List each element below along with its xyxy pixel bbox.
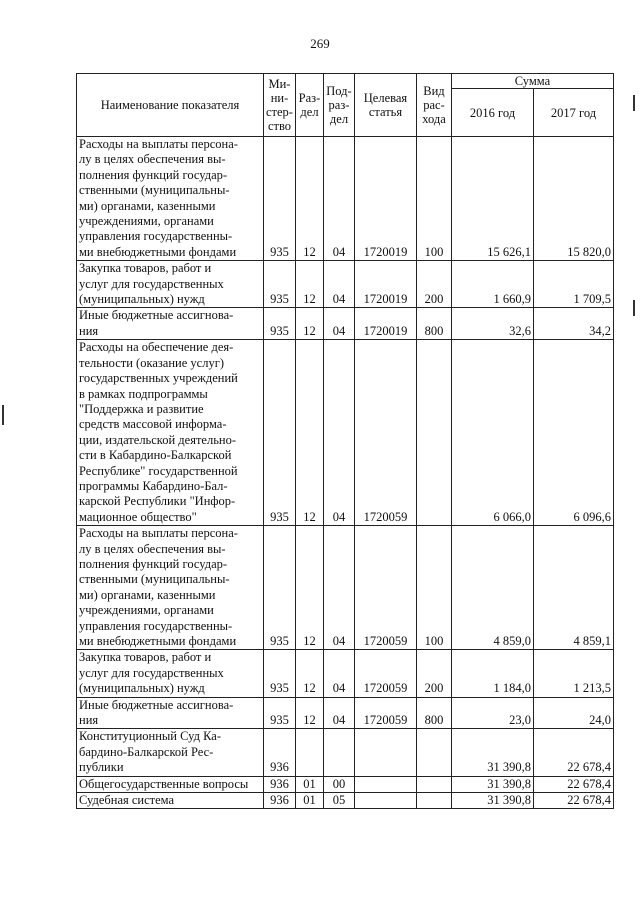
indicator-name-line: ственными (муниципальны-	[79, 183, 230, 198]
section-cell: 12	[295, 261, 323, 308]
ministry-cell: 935	[264, 526, 296, 650]
indicator-name-line: Общегосударственные вопросы	[79, 776, 249, 791]
indicator-name-cell	[77, 340, 264, 526]
sum-2016-cell: 32,6	[451, 308, 533, 340]
target-cell: 1720019	[354, 308, 416, 340]
header-subsection: Под- раз- дел	[323, 74, 354, 137]
section-cell: 12	[295, 526, 323, 650]
ministry-cell: 935	[264, 308, 296, 340]
indicator-name-line: средств массовой информа-	[79, 417, 227, 432]
target-cell: 1720019	[354, 137, 416, 261]
indicator-name-line: Закупка товаров, работ и	[79, 650, 212, 665]
ministry-cell: 936	[264, 729, 296, 776]
section-cell: 12	[295, 697, 323, 729]
target-cell: 1720059	[354, 650, 416, 697]
section-cell	[295, 729, 323, 776]
header-target: Целевая статья	[354, 74, 416, 137]
table-row	[77, 776, 614, 792]
indicator-name-cell	[77, 776, 264, 792]
indicator-name-line: ми внебюджетными фондами	[79, 244, 237, 259]
ministry-cell: 936	[264, 793, 296, 809]
header-year-2016: 2016 год	[451, 89, 533, 137]
table-row	[77, 650, 614, 697]
indicator-name-cell	[77, 526, 264, 650]
expense-type-cell: 100	[416, 137, 451, 261]
target-cell: 1720059	[354, 340, 416, 526]
ministry-cell: 935	[264, 650, 296, 697]
subsection-cell: 05	[323, 793, 354, 809]
target-cell	[354, 793, 416, 809]
header-ministry: Ми- ни- стер- ство	[264, 74, 296, 137]
indicator-name-line: Расходы на выплаты персона-	[79, 526, 238, 541]
indicator-name-cell	[77, 137, 264, 261]
indicator-name-line: (муниципальных) нужд	[79, 292, 205, 307]
indicator-name-line: Расходы на обеспечение дея-	[79, 340, 234, 355]
target-cell: 1720059	[354, 526, 416, 650]
page-number: 269	[310, 36, 330, 51]
ministry-cell: 935	[264, 340, 296, 526]
indicator-name-line: ми) органами, казенными	[79, 198, 216, 213]
table-body	[77, 137, 614, 809]
indicator-name-line: "Поддержка и развитие	[79, 401, 204, 416]
sum-2017-cell: 1 709,5	[533, 261, 613, 308]
indicator-name-line: ми внебюджетными фондами	[79, 634, 237, 648]
target-cell	[354, 776, 416, 792]
expense-type-cell	[416, 776, 451, 792]
sum-2016-cell: 15 626,1	[451, 137, 533, 261]
table-row	[77, 261, 614, 308]
sum-2016-cell: 31 390,8	[451, 776, 533, 792]
ministry-cell: 936	[264, 776, 296, 792]
indicator-name-line: тельности (оказание услуг)	[79, 355, 224, 370]
indicator-name-line: Расходы на выплаты персона-	[79, 137, 238, 151]
table-row	[77, 697, 614, 729]
scan-mark-right	[633, 95, 635, 111]
indicator-name-line: сти в Кабардино-Балкарской	[79, 448, 232, 463]
section-cell: 12	[295, 308, 323, 340]
indicator-name-line: управления государственны-	[79, 229, 233, 244]
indicator-name-line: программы Кабардино-Бал-	[79, 478, 228, 493]
target-cell	[354, 729, 416, 776]
indicator-name-line: услуг для государственных	[79, 665, 224, 680]
subsection-cell: 04	[323, 697, 354, 729]
indicator-name-line: ния	[79, 323, 99, 338]
sum-2016-cell: 1 184,0	[451, 650, 533, 697]
sum-2016-cell: 31 390,8	[451, 793, 533, 809]
sum-2016-cell: 23,0	[451, 697, 533, 729]
table-row	[77, 729, 614, 776]
indicator-name-line: (муниципальных) нужд	[79, 681, 205, 696]
indicator-name-cell	[77, 308, 264, 340]
indicator-name-line: учреждениями, органами	[79, 603, 214, 618]
indicator-name-line: карской Республики "Инфор-	[79, 494, 236, 509]
sum-2017-cell: 24,0	[533, 697, 613, 729]
indicator-name-line: Республике" государственной	[79, 463, 238, 478]
table-row	[77, 526, 614, 650]
sum-2016-cell: 6 066,0	[451, 340, 533, 526]
indicator-name-line: Судебная система	[79, 793, 175, 808]
expense-type-cell: 200	[416, 261, 451, 308]
indicator-name-line: ции, издательской деятельно-	[79, 432, 237, 447]
indicator-name-line: Иные бюджетные ассигнова-	[79, 697, 234, 712]
subsection-cell: 04	[323, 340, 354, 526]
subsection-cell	[323, 729, 354, 776]
section-cell: 12	[295, 340, 323, 526]
indicator-name-line: мационное общество"	[79, 509, 197, 524]
subsection-cell: 04	[323, 526, 354, 650]
header-expense-type: Вид рас- хода	[416, 74, 451, 137]
table-row	[77, 137, 614, 261]
sum-2017-cell: 15 820,0	[533, 137, 613, 261]
sum-2016-cell: 4 859,0	[451, 526, 533, 650]
section-cell: 01	[295, 793, 323, 809]
indicator-name-cell	[77, 729, 264, 776]
budget-table	[76, 73, 614, 809]
indicator-name-line: публики	[79, 760, 124, 775]
table-row	[77, 793, 614, 809]
header-sum: Сумма	[451, 74, 613, 89]
indicator-name-line: лу в целях обеспечения вы-	[79, 541, 226, 556]
subsection-cell: 04	[323, 137, 354, 261]
section-cell: 12	[295, 650, 323, 697]
indicator-name-line: Иные бюджетные ассигнова-	[79, 308, 234, 323]
sum-2016-cell: 1 660,9	[451, 261, 533, 308]
indicator-name-line: полнения функций государ-	[79, 556, 228, 571]
sum-2017-cell: 34,2	[533, 308, 613, 340]
ministry-cell: 935	[264, 261, 296, 308]
table-header	[77, 74, 614, 137]
subsection-cell: 04	[323, 261, 354, 308]
indicator-name-line: лу в целях обеспечения вы-	[79, 152, 226, 167]
sum-2017-cell: 6 096,6	[533, 340, 613, 526]
table-row	[77, 308, 614, 340]
expense-type-cell: 800	[416, 697, 451, 729]
indicator-name-line: услуг для государственных	[79, 276, 224, 291]
header-section: Раз- дел	[295, 74, 323, 137]
target-cell: 1720019	[354, 261, 416, 308]
expense-type-cell	[416, 340, 451, 526]
indicator-name-cell	[77, 697, 264, 729]
indicator-name-cell	[77, 261, 264, 308]
indicator-name-line: Конституционный Суд Ка-	[79, 729, 221, 744]
scan-mark-right-2	[633, 300, 635, 316]
table-row	[77, 340, 614, 526]
expense-type-cell	[416, 793, 451, 809]
indicator-name-line: бардино-Балкарской Рес-	[79, 744, 214, 759]
subsection-cell: 04	[323, 650, 354, 697]
indicator-name-cell	[77, 650, 264, 697]
sum-2016-cell: 31 390,8	[451, 729, 533, 776]
indicator-name-line: полнения функций государ-	[79, 167, 228, 182]
indicator-name-line: управления государственны-	[79, 618, 233, 633]
subsection-cell: 04	[323, 308, 354, 340]
ministry-cell: 935	[264, 697, 296, 729]
target-cell: 1720059	[354, 697, 416, 729]
sum-2017-cell: 1 213,5	[533, 650, 613, 697]
expense-type-cell: 200	[416, 650, 451, 697]
sum-2017-cell: 22 678,4	[533, 729, 613, 776]
indicator-name-line: в рамках подпрограммы	[79, 386, 208, 401]
sum-2017-cell: 4 859,1	[533, 526, 613, 650]
indicator-name-line: ния	[79, 713, 99, 728]
indicator-name-line: ми) органами, казенными	[79, 587, 216, 602]
section-cell: 12	[295, 137, 323, 261]
ministry-cell: 935	[264, 137, 296, 261]
expense-type-cell: 800	[416, 308, 451, 340]
indicator-name-line: государственных учреждений	[79, 371, 238, 386]
subsection-cell: 00	[323, 776, 354, 792]
header-name: Наименование показателя	[77, 74, 264, 137]
indicator-name-cell	[77, 793, 264, 809]
expense-type-cell	[416, 729, 451, 776]
indicator-name-line: учреждениями, органами	[79, 214, 214, 229]
sum-2017-cell: 22 678,4	[533, 776, 613, 792]
expense-type-cell: 100	[416, 526, 451, 650]
scan-mark-left	[2, 405, 4, 425]
section-cell: 01	[295, 776, 323, 792]
indicator-name-line: ственными (муниципальны-	[79, 572, 230, 587]
sum-2017-cell: 22 678,4	[533, 793, 613, 809]
indicator-name-line: Закупка товаров, работ и	[79, 261, 212, 276]
header-year-2017: 2017 год	[533, 89, 613, 137]
